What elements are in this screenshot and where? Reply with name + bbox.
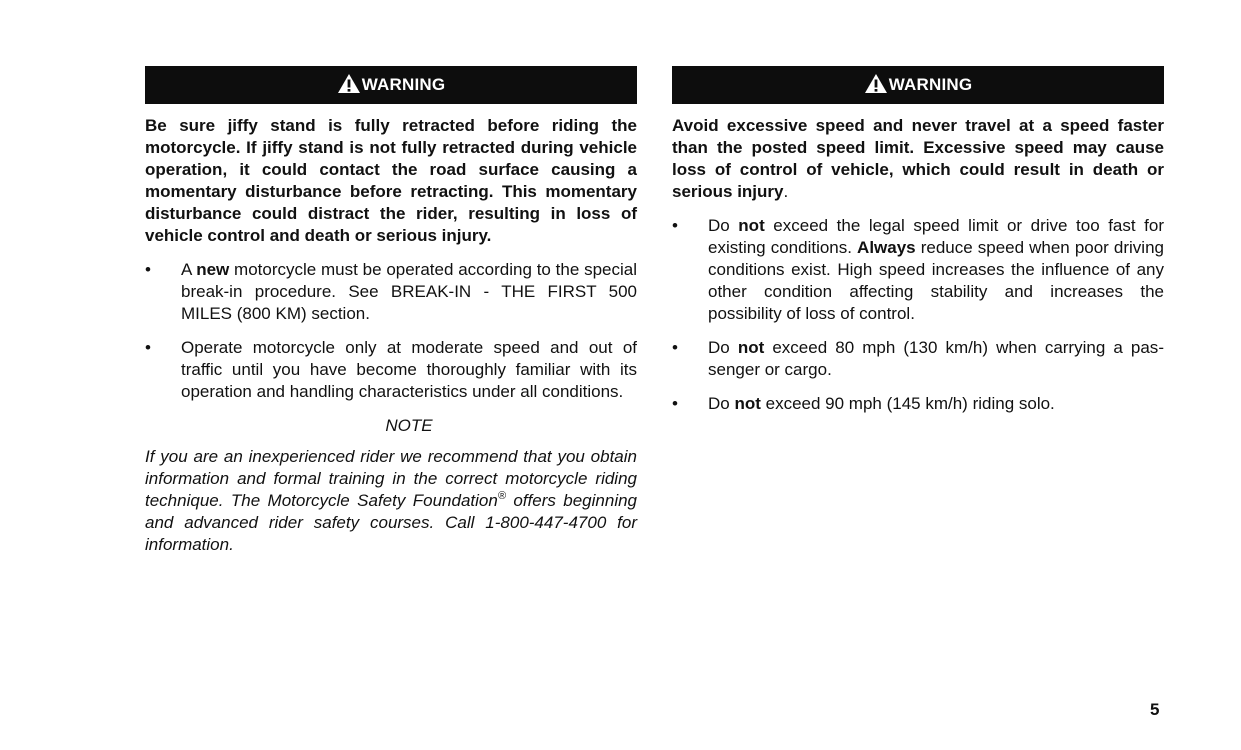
warning-triangle-icon — [337, 73, 361, 94]
warning-lead-text: Be sure jiffy stand is fully retracted before riding the motorcycle. If jiffy stand is not fully retracted during vehicle operation, it could contact the road surface causing a momentary disturbance before retracting. This momentary disturbance could distract the rider, resulting in loss of vehicle control and death or serious injury. — [145, 116, 637, 245]
warning-triangle-icon — [864, 73, 888, 94]
bullet-list-left — [145, 259, 637, 403]
warning-lead-text: Avoid excessive speed and never travel at a speed faster than the posted speed limit. Excessive speed may cause loss of control of vehicle, which could result in death or serious injury. — [672, 116, 1164, 201]
bullet-icon: • — [145, 260, 151, 279]
list-item: • Do not exceed 90 mph (145 km/h) riding solo. — [672, 394, 1055, 413]
warning-label: WARNING — [361, 75, 446, 94]
warning-banner-left — [145, 66, 637, 104]
warning-banner-right — [672, 66, 1164, 104]
list-item: • Operate motorcycle only at moderate speed and out of traffic until you have become thoroughly familiar with its operation and handling characteristics under all conditions. — [145, 338, 637, 401]
registered-mark: ® — [497, 490, 506, 502]
list-item: • Do not exceed 80 mph (130 km/h) when carrying a passenger or cargo. — [672, 338, 1164, 379]
list-item: • A new motorcycle must be operated according to the special break-in procedure. See BREAK-IN - THE FIRST 500 MILES (800 KM) section. — [145, 260, 637, 323]
note-text: If you are an inexperienced rider we recommend that you obtain information and formal training in the correct motorcycle riding technique. The Motorcycle Safety Foundation® offers beginning and advanced rider safety courses. Call 1-800-447-4700 for information. — [145, 447, 638, 554]
bullet-icon: • — [672, 216, 678, 235]
left-column — [145, 66, 637, 573]
note-heading: NOTE — [385, 416, 433, 435]
warning-label: WARNING — [888, 75, 973, 94]
page-number: 5 — [1150, 700, 1160, 719]
bullet-icon: • — [672, 394, 678, 413]
bullet-list-right — [672, 215, 1164, 415]
bullet-icon: • — [145, 338, 151, 357]
right-column — [672, 66, 1164, 427]
bullet-icon: • — [672, 338, 678, 357]
list-item: • Do not exceed the legal speed limit or drive too fast for existing conditions. Always reduce speed when poor driving conditions exist. High speed increases the influence of any other condition affecting stability and increases the possibility of loss of control. — [672, 216, 1164, 323]
